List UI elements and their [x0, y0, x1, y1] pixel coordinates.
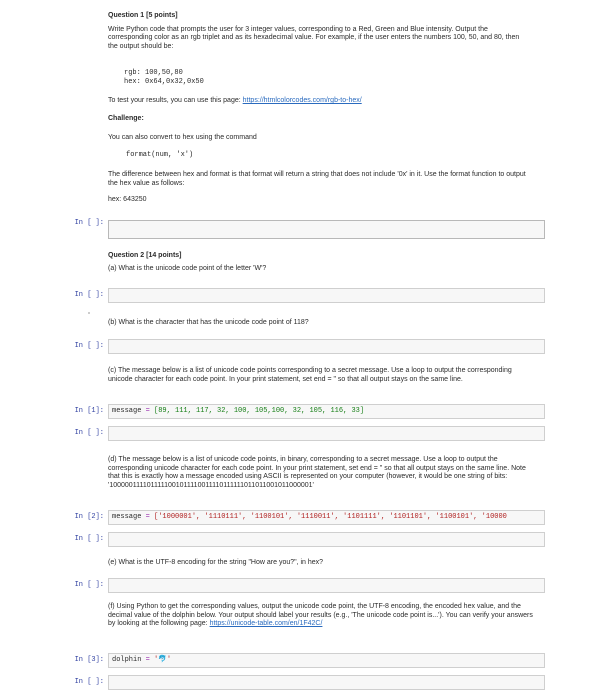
code-cell-message-list[interactable] [108, 404, 545, 419]
cell-marker [88, 312, 90, 314]
cell-prompt: In [ ]: [74, 535, 104, 543]
question-2-markdown [108, 252, 528, 273]
cell-prompt-3: In [3]: [74, 656, 104, 664]
challenge-heading: Challenge: [108, 115, 144, 122]
question-2-title: Question 2 [14 points] [108, 252, 182, 259]
message-list-value: [89, 111, 117, 32, 100, 105,100, 32, 105, 116, 33] [154, 407, 365, 415]
code-cell-2e[interactable] [108, 578, 545, 593]
unicode-table-link[interactable]: https://unicode-table.com/en/1F42C/ [209, 620, 323, 628]
format-command-code: format(num, 'x') [126, 151, 194, 159]
question-2d-text: (d) The message below is a list of unicode code points, in binary, corresponding to a secret message. Use a loop to output the corresponding unicode character for each code point. In your print statement, set end = " so that all output stays on the same line. Note that this is exactly how a message encoded using ASCII is represented on your computer (however, it would be one string of bits: [108, 456, 526, 481]
code-cell-dolphin[interactable] [108, 653, 545, 668]
code-cell-2c[interactable] [108, 426, 545, 441]
question-2b-text: (b) What is the character that has the unicode code point of 118? [108, 319, 309, 326]
cell-prompt: In [ ]: [74, 581, 104, 589]
cell-prompt: In [ ]: [74, 429, 104, 437]
dolphin-variable: dolphin [112, 656, 142, 664]
question-2f-text: (f) Using Python to get the corresponding values, output the unicode code point, the UTF-8 encoding, the encoded hex value, and the decimal value of the dolphin below. Your output should label your results (e.g., 'The unicode code point is...'). You can verify your answers by looking at the following page: [108, 603, 533, 628]
question-2d-bits: '1000001111011111001011110011110111111011011001011000001' [108, 481, 314, 489]
cell-prompt-1: In [1]: [74, 407, 104, 415]
cell-prompt: In [ ]: [74, 342, 104, 350]
test-results-line [108, 97, 528, 106]
cell-prompt: In [ ]: [74, 219, 104, 227]
htmlcolorcodes-link[interactable]: https://htmlcolorcodes.com/rgb-to-hex/ [242, 97, 362, 104]
hex-example-text: hex: 643250 [108, 196, 147, 203]
message-variable: message [112, 513, 142, 521]
convert-hex-text: You can also convert to hex using the command [108, 134, 257, 141]
question-1-title: Question 1 [5 points] [108, 12, 178, 19]
cell-prompt: In [ ]: [74, 291, 104, 299]
question-2d-markdown [108, 456, 533, 490]
question-1-description: Write Python code that prompts the user for 3 integer values, corresponding to a Red, Green and Blue intensity. Output the corresponding color as an rgb triplet and as its hexadecimal value. For example, if the user enters the numbers 100, 50, and 80, then the output should be: [108, 25, 520, 50]
hex-output-example: hex: 0x64,0x32,0x50 [124, 78, 204, 86]
code-cell-2b[interactable] [108, 339, 545, 354]
assign-operator: = [145, 407, 150, 415]
test-results-text: To test your results, you can use this page: [108, 97, 243, 104]
message-binary-value: ['1000001', '1110111', '1100101', '1110011', '1101111', '1101101', '1100101', '10000 [154, 513, 507, 521]
code-cell-2f[interactable] [108, 675, 545, 690]
code-cell-message-binary[interactable] [108, 510, 545, 525]
hex-format-difference-text: The difference between hex and format is that format will return a string that does not include '0x' in it. Use the format function to output the hex value as follows: [108, 171, 526, 187]
dolphin-value: '🐬' [154, 656, 172, 664]
cell-prompt-2: In [2]: [74, 513, 104, 521]
code-cell-2d[interactable] [108, 532, 545, 547]
question-1-markdown [108, 12, 528, 51]
code-cell-2a[interactable] [108, 288, 545, 303]
code-cell-q1[interactable] [108, 220, 545, 239]
question-2c-text: (c) The message below is a list of unicode code points corresponding to a secret message. Use a loop to output the corresponding unicode character for each code point. In your print statement, set end = " so that all output stays on the same line. [108, 367, 512, 383]
question-2f-markdown [108, 603, 533, 629]
cell-prompt: In [ ]: [74, 678, 104, 686]
assign-operator: = [145, 656, 150, 664]
message-variable: message [112, 407, 142, 415]
question-2e-text: (e) What is the UTF-8 encoding for the string "How are you?", in hex? [108, 559, 324, 566]
rgb-output-example: rgb: 100,50,80 [124, 69, 183, 77]
question-2a-text: (a) What is the unicode code point of the letter 'W'? [108, 264, 267, 272]
assign-operator: = [145, 513, 150, 521]
